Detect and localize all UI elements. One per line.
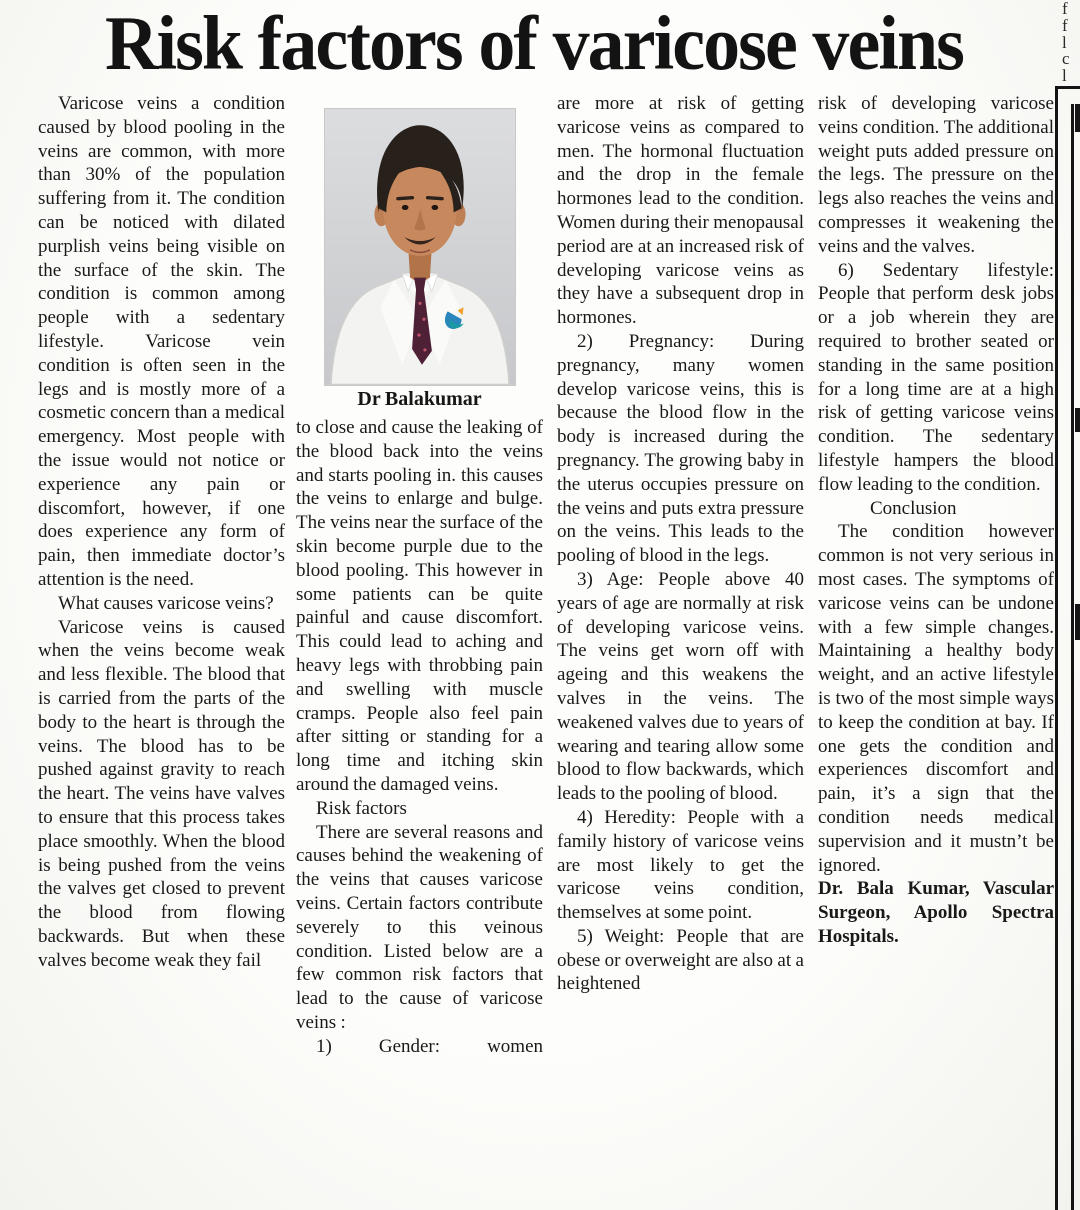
tie-dot <box>417 333 420 336</box>
photo-caption: Dr Balakumar <box>357 388 482 410</box>
article-column-4 <box>818 92 1054 1208</box>
clipped-letter: l <box>1062 66 1067 84</box>
adjacent-article-clipped-content <box>1075 408 1080 432</box>
doctor-photo <box>324 108 516 386</box>
adjacent-article-clipped-content <box>1075 604 1080 640</box>
paragraph: risk of developing varicose veins condition. The additional weight puts added pressure on the legs. The pressure on the legs also reaches the veins and compresses it weakening the veins and the valves. <box>818 93 1054 257</box>
paragraph: 1) Gender: women <box>316 1035 543 1057</box>
clipped-letter: f <box>1062 15 1068 35</box>
tie-knot <box>414 278 426 290</box>
paragraph: There are several reasons and causes behind the weakening of the veins that causes varicose veins. Certain factors contribute severely to this veinous condition. Listed below are a few common risk factors that lead to the cause of varicose veins : <box>296 821 543 1033</box>
article-headline: Risk factors of varicose veins <box>104 0 964 86</box>
paragraph: 2) Pregnancy: During pregnancy, many women develop varicose veins, this is because the blood flow in the body is increased during the pregnancy. The growing baby in the uterus occupies pressure on the veins and puts extra pressure on the veins. This leads to the pooling of blood in the legs. <box>557 330 804 567</box>
article-column-3 <box>557 92 804 1208</box>
tie-dot <box>423 348 426 351</box>
tie-dot <box>418 302 421 305</box>
paragraph: Conclusion <box>870 497 957 519</box>
eye-left <box>401 205 408 210</box>
clipped-letter: f <box>1062 1 1068 18</box>
paragraph: Risk factors <box>316 797 407 819</box>
tie-dot <box>422 318 425 321</box>
eye-right <box>431 205 438 210</box>
paragraph: What causes varicose veins? <box>58 592 274 614</box>
adjacent-article-clipped-content <box>1075 104 1080 132</box>
article-column-2 <box>296 92 543 1208</box>
adjacent-column-text-fragments <box>1062 1 1080 84</box>
paragraph: 4) Heredity: People with a family history of varicose veins are most likely to get the varicose veins condition, themselves at some point. <box>557 806 804 924</box>
paragraph: to close and cause the leaking of the blood back into the veins and starts pooling in. this causes the veins to enlarge and bulge. The veins near the surface of the skin become purple due to the blood pooling. This however in some patients can be quite painful and cause discomfort. This could lead to aching and heavy legs with throbbing pain and swelling with muscle cramps. People also feel pain after sitting or standing for a long time and itching skin around the damaged veins. <box>296 417 543 795</box>
paragraph: Varicose veins a condition caused by blood pooling in the veins are common, with more than 30% of the population suffering from it. The condition can be noticed with dilated purplish veins being visible on the surface of the skin. The condition is common among people with a sedentary lifestyle. Varicose vein condition is often seen in the legs and is mostly more of a cosmetic concern than a medical emergency. Most people with the issue would not notice or experience any pain or discomfort, however, if one does experience any form of pain, then immediate doctor’s attention is the need. <box>38 93 285 590</box>
clipped-letter: l <box>1062 32 1067 52</box>
adjacent-article-inner-rule <box>1071 104 1074 1210</box>
paragraph: 5) Weight: People that are obese or overweight are also at a heightened <box>557 925 804 995</box>
article-column-1 <box>38 92 285 1208</box>
adjacent-article-border-left <box>1055 86 1058 1210</box>
clipped-letter: c <box>1062 49 1070 69</box>
paragraph: Dr. Bala Kumar, Vascular Surgeon, Apollo Spectra Hospitals. <box>818 878 1054 947</box>
paragraph: 3) Age: People above 40 years of age are normally at risk of developing varicose veins. The veins get worn off with ageing and this weakens the valves in the veins. The weakened valves due to years of wearing and tearing allow some blood to flow backwards, which leads to the pooling of blood. <box>557 568 804 805</box>
paragraph: 6) Sedentary lifestyle: People that perform desk jobs or a job wherein they are required to brother seated or standing in the same position for a long time are at a high risk of getting varicose veins condition. The sedentary lifestyle hampers the blood flow leading to the condition. <box>818 259 1054 495</box>
paragraph: Varicose veins is caused when the veins become weak and less flexible. The blood that is carried from the parts of the body to the heart is through the veins. The blood has to be pushed against gravity to reach the heart. The veins have valves to ensure that this process takes place smoothly. When the blood is being pushed from the veins the valves get closed to prevent the blood from flowing backwards. But when these valves become weak they fail <box>38 616 285 971</box>
adjacent-article-border-top <box>1055 86 1080 89</box>
article-column-2-text <box>296 416 543 1059</box>
doctor-photo-figure <box>324 108 516 413</box>
paragraph: The condition however common is not very serious in most cases. The symptoms of varicose veins can be undone with a few simple changes. Maintaining a healthy body weight, and an active lifestyle is two of the most simple ways to keep the condition at bay. If one gets the condition and experiences discomfort and pain, it’s a sign that the condition needs medical supervision and it mustn’t be ignored. <box>818 521 1054 876</box>
paragraph: are more at risk of getting varicose veins as compared to men. The hormonal fluctuation and the drop in the female hormones lead to the condition. Women during their menopausal period are at an increased risk of developing varicose veins as they have a subsequent drop in hormones. <box>557 93 804 329</box>
doctor-portrait-illustration <box>325 109 515 385</box>
